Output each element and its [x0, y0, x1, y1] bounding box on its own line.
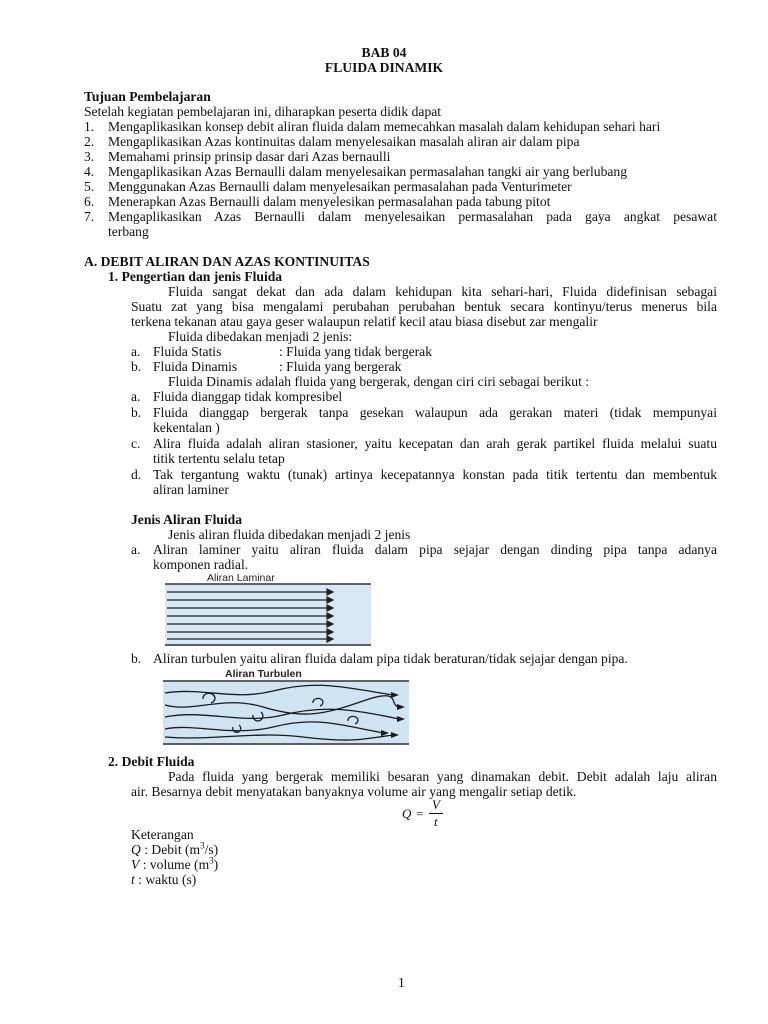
page-number: 1 [398, 975, 405, 990]
keterangan-label: Keterangan [131, 827, 194, 842]
laminar-figure-label: Aliran Laminar [207, 572, 275, 584]
trait-text: Fluida dianggap bergerak tanpa gesekan walaupun ada gerakan materi (tidak mempunyai [153, 405, 717, 420]
legend-item: Q : Debit $(m^3/s)$ [131, 840, 219, 857]
paragraph-line: Fluida dibedakan menjadi 2 jenis: [168, 329, 353, 344]
paragraph-line: Suatu zat yang bisa mengalami perubahan perubahan bentuk secara kontinyu/terus menerus bila [131, 299, 717, 314]
section-a-heading: A. DEBIT ALIRAN DAN AZAS KONTINUITAS [84, 254, 370, 269]
legend-item: t : waktu (s) [131, 872, 197, 887]
objective-text-continued: terbang [108, 224, 149, 239]
objective-text: Menerapkan Azas Bernaulli dalam menyelesikan permasalahan pada tabung pitot [108, 194, 551, 209]
fluid-type-name: Fluida Statis [153, 344, 222, 359]
list-letter: c. [131, 436, 141, 451]
objective-text: Mengaplikasikan konsep debit aliran fluida dalam memecahkan masalah dalam kehidupan sehari hari [108, 119, 661, 134]
formula-equals: = [416, 806, 424, 821]
formula-denominator: t [434, 814, 438, 829]
list-letter: b. [131, 359, 142, 374]
flow-types-heading: Jenis Aliran Fluida [131, 512, 243, 527]
objective-text: Mengaplikasikan Azas kontinuitas dalam menyelesaikan masalah aliran air dalam pipa [108, 134, 580, 149]
objective-number: 2. [84, 134, 95, 149]
laminar-text: Aliran laminer yaitu aliran fluida dalam pipa sejajar dengan dinding pipa tanpa adanya [153, 542, 717, 557]
chapter-title: FLUIDA DINAMIK [324, 60, 444, 75]
paragraph-line: terkena tekanan atau gaya geser walaupun relatif kecil atau biasa disebut zar mengalir [131, 314, 598, 329]
subsection-2-heading: 2. Debit Fluida [108, 754, 195, 769]
trait-text: Alira fluida adalah aliran stasioner, yaitu kecepatan dan arah gerak partikel fluida melalui suatu [153, 436, 717, 451]
objective-text: Mengaplikasikan Azas Bernaulli dalam menyelesaikan permasalahan tangki air yang berlubang [108, 164, 628, 179]
fluid-type-desc: : Fluida yang tidak bergerak [279, 344, 433, 359]
turbulent-flow-figure [163, 665, 409, 751]
paragraph-line: Pada fluida yang bergerak memiliki besaran yang dinamakan debit. Debit adalah laju aliran [168, 769, 717, 784]
list-letter: b. [131, 405, 142, 420]
objective-number: 5. [84, 179, 95, 194]
subsection-1-heading: 1. Pengertian dan jenis Fluida [108, 269, 283, 284]
fluid-type-desc: : Fluida yang bergerak [279, 359, 402, 374]
formula-numerator: V [432, 797, 440, 812]
trait-text: kekentalan ) [153, 420, 220, 435]
turbulent-text: Aliran turbulen yaitu aliran fluida dalam pipa tidak beraturan/tidak sejajar dengan pipa. [153, 651, 628, 666]
objective-number: 1. [84, 119, 95, 134]
chapter-number: BAB 04 [361, 45, 407, 60]
objective-number: 4. [84, 164, 95, 179]
list-letter: a. [131, 344, 141, 359]
objectives-heading: Tujuan Pembelajaran [84, 89, 211, 104]
objective-number: 7. [84, 209, 95, 224]
objective-number: 3. [84, 149, 95, 164]
paragraph-line: Fluida Dinamis adalah fluida yang bergerak, dengan ciri ciri sebagai berikut : [168, 374, 590, 389]
formula-lhs: Q [402, 806, 412, 821]
laminar-text: komponen radial. [153, 557, 249, 572]
turbulent-figure-label: Aliran Turbulen [225, 668, 302, 680]
objective-number: 6. [84, 194, 95, 209]
trait-text: titik tertentu selalu tetap [153, 451, 285, 466]
trait-text: Fluida dianggap tidak kompresibel [153, 389, 343, 404]
list-letter: a. [131, 542, 141, 557]
objective-text: Mengaplikasikan Azas Bernaulli dalam menyelesaikan permasalahan pada gaya angkat pesawat [108, 209, 717, 224]
flow-types-intro: Jenis aliran fluida dibedakan menjadi 2 jenis [168, 527, 411, 542]
fluid-type-name: Fluida Dinamis [153, 359, 238, 374]
list-letter: d. [131, 467, 142, 482]
trait-text: Tak tergantung waktu (tunak) artinya kecepatannya konstan pada titik tertentu dan membentuk [153, 467, 717, 482]
list-letter: b. [131, 651, 142, 666]
paragraph-line: air. Besarnya debit menyatakan banyaknya volume air yang mengalir setiap detik. [131, 784, 577, 799]
list-letter: a. [131, 389, 141, 404]
objective-text: Memahami prinsip prinsip dasar dari Azas bernaulli [108, 149, 391, 164]
trait-text: aliran laminer [153, 482, 229, 497]
paragraph-line: Fluida sangat dekat dan ada dalam kehidupan kita sehari-hari, Fluida didefinisan sebagai [168, 284, 717, 299]
laminar-flow-figure [165, 570, 371, 646]
legend-item: V : volume $(m^3)$ [131, 855, 219, 872]
objective-text: Menggunakan Azas Bernaulli dalam menyelesaikan permasalahan pada Venturimeter [108, 179, 572, 194]
objectives-intro: Setelah kegiatan pembelajaran ini, diharapkan peserta didik dapat [84, 104, 442, 119]
